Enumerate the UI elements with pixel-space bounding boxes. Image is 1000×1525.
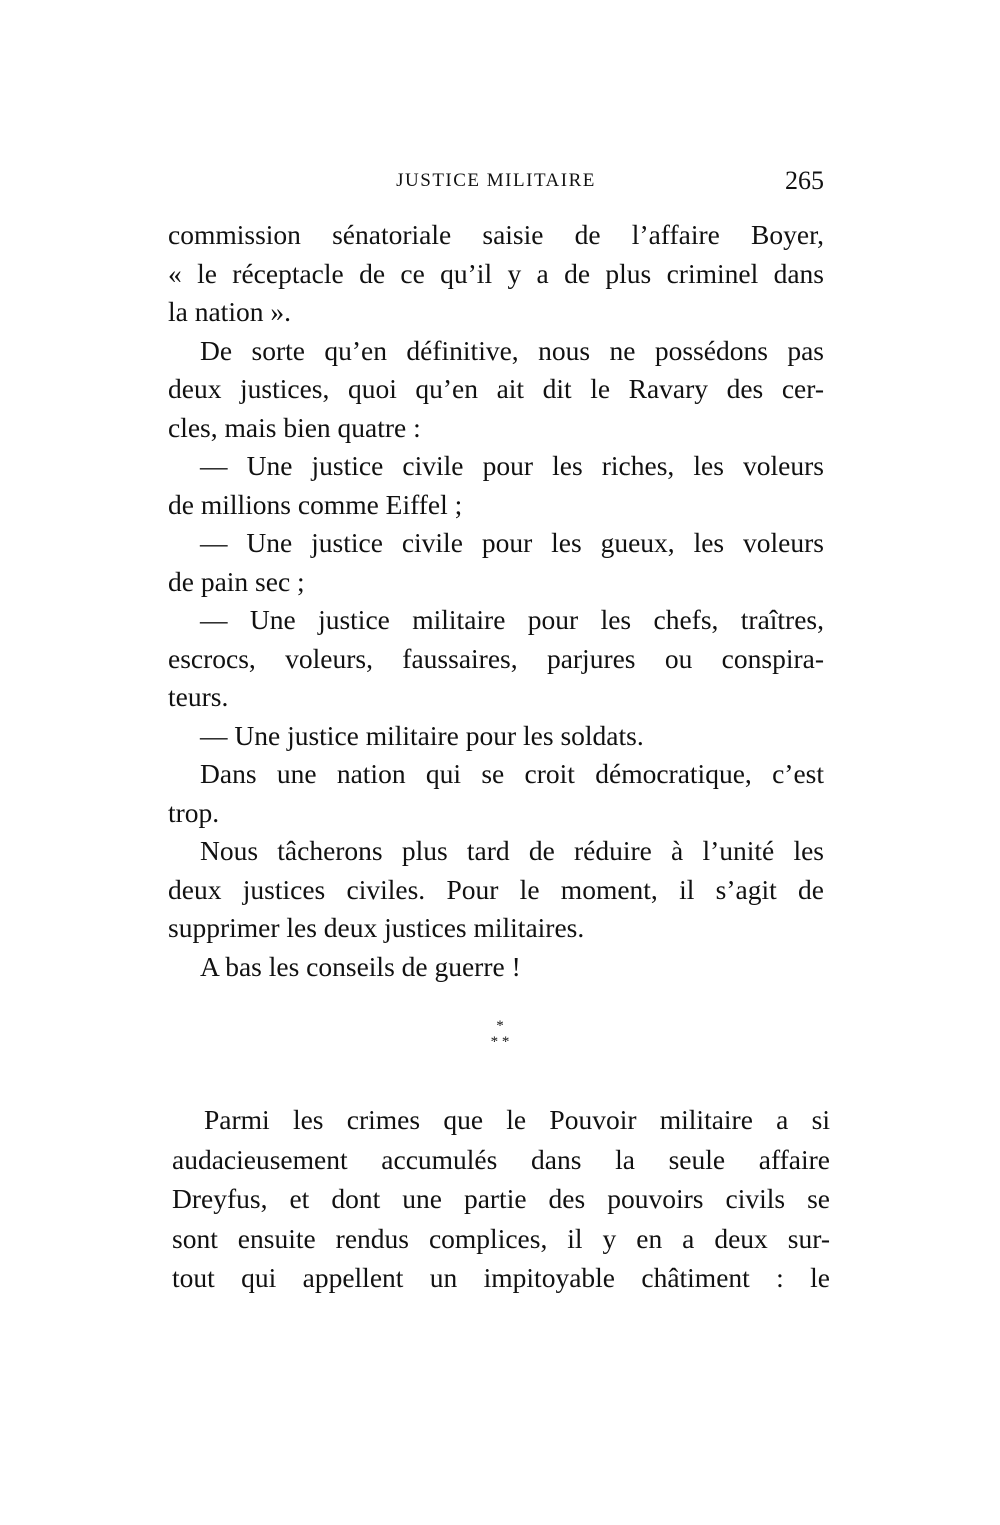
text-line: trop.: [168, 796, 220, 828]
text-line: « le réceptacle de ce qu’il y a de plus criminel dans: [168, 257, 824, 289]
text-line: De sorte qu’en définitive, nous ne possédons pas: [200, 334, 824, 366]
asterism-top: *: [496, 1018, 504, 1034]
text-line: supprimer les deux justices militaires.: [168, 912, 585, 943]
text-line: Dreyfus, et dont une partie des pouvoirs civils se: [172, 1183, 830, 1214]
text-line: — Une justice civile pour les riches, les voleurs: [200, 450, 824, 481]
text-line: audacieusement accumulés dans la seule affaire: [172, 1143, 830, 1175]
running-head: [168, 166, 824, 196]
text-line: Nous tâcherons plus tard de réduire à l’unité les: [200, 835, 824, 866]
text-line: tout qui appellent un impitoyable châtiment : le: [172, 1262, 830, 1293]
text-line: deux justices civiles. Pour le moment, il s’agit de: [168, 873, 824, 905]
asterism-bottom: * *: [490, 1034, 510, 1050]
text-line: commission sénatoriale saisie de l’affaire Boyer,: [168, 219, 824, 250]
text-line: de millions comme Eiffel ;: [168, 488, 463, 520]
running-head-title: JUSTICE MILITAIRE: [396, 170, 596, 191]
text-line: escrocs, voleurs, faussaires, parjures ou conspira-: [168, 642, 824, 674]
text-line: la nation ».: [168, 296, 291, 327]
page-number: 265: [785, 166, 824, 195]
text-line: teurs.: [168, 681, 229, 712]
text-line: sont ensuite rendus complices, il y en a deux sur-: [172, 1222, 830, 1254]
text-line: Dans une nation qui se croit démocratique, c’est: [200, 758, 824, 789]
body-text: [168, 216, 824, 986]
text-line: — Une justice civile pour les gueux, les voleurs: [200, 527, 824, 558]
section-separator-asterism: [480, 1018, 520, 1058]
text-line: cles, mais bien quatre :: [168, 411, 421, 443]
text-line: Parmi les crimes que le Pouvoir militaire a si: [204, 1104, 830, 1135]
text-line: de pain sec ;: [168, 565, 305, 597]
text-line: deux justices, quoi qu’en ait dit le Ravary des cer-: [168, 373, 824, 404]
text-line: — Une justice militaire pour les chefs, traîtres,: [200, 604, 824, 635]
text-line: A bas les conseils de guerre !: [200, 950, 521, 982]
body-text-section-2: [172, 1100, 830, 1298]
text-line: — Une justice militaire pour les soldats.: [200, 719, 644, 751]
